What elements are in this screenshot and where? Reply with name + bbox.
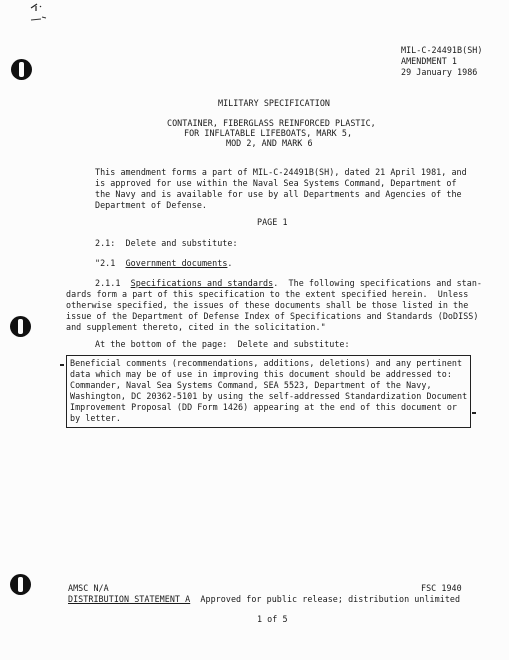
subsection-line: otherwise specified, the issues of these documents shall be those listed in the [66,300,469,310]
scan-artifact [28,2,50,24]
amendment-number: AMENDMENT 1 [401,56,458,66]
fsc-label: FSC 1940 [421,583,462,593]
subsection-line: and supplement thereto, cited in the solicitation." [66,322,326,332]
document-title-line: FOR INFLATABLE LIFEBOATS, MARK 5, [184,128,353,138]
intro-line: the Navy and is available for use by all Departments and Agencies of the [95,189,462,199]
amsc-label: AMSC N/A [68,583,109,593]
subsection-first-line: 2.1.1 Specifications and standards. The following specifications and stan- [95,278,483,288]
intro-line: This amendment forms a part of MIL-C-24491B(SH), dated 21 April 1981, and [95,167,467,177]
document-heading: MILITARY SPECIFICATION [218,98,331,108]
intro-line: is approved for use within the Naval Sea Systems Command, Department of [95,178,457,188]
page-number: 1 of 5 [257,614,288,624]
boxed-line: Improvement Proposal (DD Form 1426) appearing at the end of this document or [70,402,458,412]
punch-hole [10,574,31,595]
document-title-line: CONTAINER, FIBERGLASS REINFORCED PLASTIC, [167,118,376,128]
boxed-line: data which may be of use in improving this document should be addressed to: [70,369,452,379]
document-title-line: MOD 2, AND MARK 6 [226,138,313,148]
boxed-line: Washington, DC 20362-5101 by using the self-addressed Standardization Document [70,391,468,401]
boxed-line: Beneficial comments (recommendations, additions, deletions) and any pertinent [70,358,463,368]
subsection-line: issue of the Department of Defense Index of Specifications and Standards (DoDISS) [66,311,479,321]
punch-hole [11,59,32,80]
boxed-line: Commander, Naval Sea Systems Command, SEA 5523, Department of the Navy, [70,380,432,390]
amendment-date: 29 January 1986 [401,67,478,77]
subsection-line: dards form a part of this specification to the extent specified herein. Unless [66,289,469,299]
instruction-bottom-of-page: At the bottom of the page: Delete and substitute: [95,339,350,349]
punch-hole [10,316,31,337]
boxed-line: by letter. [70,413,121,423]
intro-line: Department of Defense. [95,200,208,210]
spec-number: MIL-C-24491B(SH) [401,45,483,55]
subsection-title: Specifications and standards [130,278,274,288]
page-label: PAGE 1 [257,217,288,227]
instruction-delete-substitute: 2.1: Delete and substitute: [95,238,238,248]
distribution-statement: DISTRIBUTION STATEMENT A Approved for public release; distribution unlimited [68,594,461,604]
distribution-label: DISTRIBUTION STATEMENT A [68,594,191,604]
section-title: Government documents [125,258,228,268]
section-heading: "2.1 Government documents. [95,258,233,268]
change-mark [472,412,476,414]
change-mark [60,364,64,366]
